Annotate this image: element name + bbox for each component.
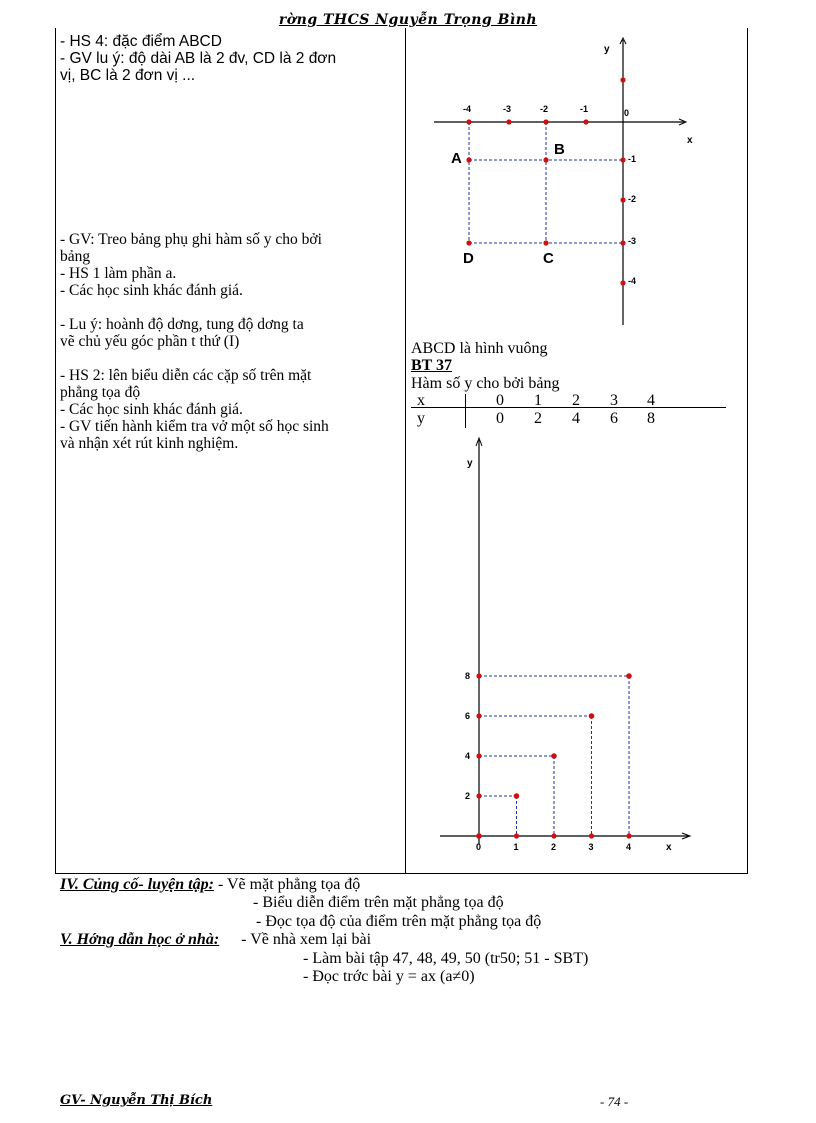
- text-line: vị, BC là 2 đơn vị ...: [60, 67, 196, 84]
- point-label-a: A: [451, 150, 462, 167]
- y-tick-label: 2: [465, 791, 471, 801]
- text-line: vẽ chủ yếu góc phần t thứ (I): [60, 333, 240, 350]
- x-tick-label: -1: [580, 104, 589, 114]
- x-tick-label: 0: [476, 842, 482, 852]
- point-d: [466, 240, 471, 245]
- x-tick-label: 2: [551, 842, 557, 852]
- page-number: - 74 -: [600, 1094, 629, 1109]
- footer-teacher: GV- Nguyễn Thị Bích: [60, 1093, 213, 1108]
- section5-item: - Làm bài tập 47, 48, 49, 50 (tr50; 51 - SBT): [303, 950, 589, 967]
- text-line: - HS 4: đặc điểm ABCD: [60, 33, 222, 50]
- x-tick-label: 4: [626, 842, 632, 852]
- point-a: [466, 157, 471, 162]
- table-cell: 6: [610, 410, 618, 427]
- section5-row: [60, 931, 371, 949]
- tick-point: [620, 240, 625, 245]
- y-tick-label: 8: [465, 671, 471, 681]
- y-tick-point: [476, 673, 481, 678]
- y-tick-label: 6: [465, 711, 471, 721]
- table-cell: 2: [534, 410, 542, 427]
- point-b: [543, 157, 548, 162]
- table-x-label: x: [417, 392, 425, 409]
- exercise-text: Hàm số y cho bởi bảng: [411, 375, 560, 392]
- tick-point: [543, 119, 548, 124]
- square-graph: [406, 30, 746, 330]
- section5-item: - Đọc trớc bài y = ax (a≠0): [303, 968, 475, 985]
- y-tick-label: -3: [628, 236, 637, 246]
- table-cell: 8: [647, 410, 655, 427]
- data-point: [626, 673, 632, 679]
- text-line: - HS 2: lên biểu diễn các cặp số trên mặt: [60, 367, 312, 384]
- exercise-title: BT 37: [411, 357, 453, 374]
- x-axis-label: x: [687, 135, 693, 146]
- data-point: [589, 713, 595, 719]
- point-label-c: C: [543, 250, 554, 267]
- table-y-label: y: [417, 410, 425, 427]
- conclusion-text: ABCD là hình vuông: [411, 340, 548, 357]
- text-line: - GV tiến hành kiểm tra vở một số học sinh: [60, 418, 329, 435]
- section5-title: V. Hớng dẫn học ở nhà:: [60, 931, 220, 948]
- text-line: phẳng tọa độ: [60, 384, 141, 401]
- table-vline: [465, 394, 466, 428]
- table-cell: 4: [647, 392, 655, 409]
- text-line: - HS 1 làm phần a.: [60, 265, 177, 282]
- text-line: bảng: [60, 248, 91, 265]
- x-tick-label: -3: [503, 104, 512, 114]
- table-cell: 2: [572, 392, 580, 409]
- left-block-1: [60, 33, 395, 84]
- table-cell: 1: [534, 392, 542, 409]
- section5-item: - Về nhà xem lại bài: [241, 931, 372, 948]
- table-cell: 4: [572, 410, 580, 427]
- data-point: [514, 793, 520, 799]
- data-point: [476, 833, 482, 839]
- table-cell: 0: [496, 410, 504, 427]
- square-guides: [469, 122, 623, 243]
- tick-point: [620, 197, 625, 202]
- point-c: [543, 240, 548, 245]
- y-axis-label: y: [467, 458, 473, 469]
- tick-point: [620, 77, 625, 82]
- x-tick-point: [589, 833, 594, 838]
- section4-row: [60, 876, 360, 894]
- x-tick-label: -2: [540, 104, 549, 114]
- x-tick-point: [626, 833, 631, 838]
- function-graph: [440, 432, 700, 862]
- point-label-b: B: [554, 141, 565, 158]
- y-tick-label: -2: [628, 194, 637, 204]
- text-line: - Các học sinh khác đánh giá.: [60, 401, 243, 418]
- x-tick-point: [514, 833, 519, 838]
- tick-point: [620, 280, 625, 285]
- x-tick-label: -4: [463, 104, 472, 114]
- table-cell: 0: [496, 392, 504, 409]
- y-tick-label: -4: [628, 276, 637, 286]
- tick-point: [583, 119, 588, 124]
- tick-point: [620, 157, 625, 162]
- text-line: - GV lu ý: độ dài AB là 2 đv, CD là 2 đơn: [60, 50, 337, 67]
- left-block-2: [60, 231, 395, 452]
- value-table: [411, 394, 726, 430]
- text-line: và nhận xét rút kinh nghiệm.: [60, 435, 239, 452]
- section4-title: IV. Củng cố- luyện tập:: [60, 876, 214, 893]
- section4-item: - Vẽ mặt phẳng tọa độ: [217, 876, 361, 893]
- section4-item: - Biểu diễn điểm trên mặt phẳng tọa độ: [253, 894, 504, 911]
- x-tick-label: 3: [588, 842, 594, 852]
- table-cell: 3: [610, 392, 618, 409]
- data-point: [551, 753, 557, 759]
- tick-point: [506, 119, 511, 124]
- y-tick-label: 4: [465, 751, 471, 761]
- x-axis-label: x: [666, 842, 672, 853]
- page-header: rờng THCS Nguyễn Trọng Bình: [278, 12, 538, 28]
- text-line: - Lu ý: hoành độ dơng, tung độ dơng ta: [60, 316, 304, 333]
- tick-point: [466, 119, 471, 124]
- text-line: - Các học sinh khác đánh giá.: [60, 282, 243, 299]
- y-axis-label: y: [604, 44, 610, 55]
- y-tick-point: [476, 793, 481, 798]
- x-tick-label: 1: [513, 842, 519, 852]
- y-tick-point: [476, 753, 481, 758]
- x-tick-label: 0: [624, 108, 630, 118]
- y-tick-point: [476, 713, 481, 718]
- point-label-d: D: [463, 250, 474, 267]
- text-line: - GV: Treo bảng phụ ghi hàm số y cho bởi: [60, 231, 322, 248]
- section4-item: - Đọc tọa độ của điểm trên mặt phẳng tọa độ: [256, 913, 542, 930]
- y-tick-label: -1: [628, 154, 637, 164]
- x-tick-point: [551, 833, 556, 838]
